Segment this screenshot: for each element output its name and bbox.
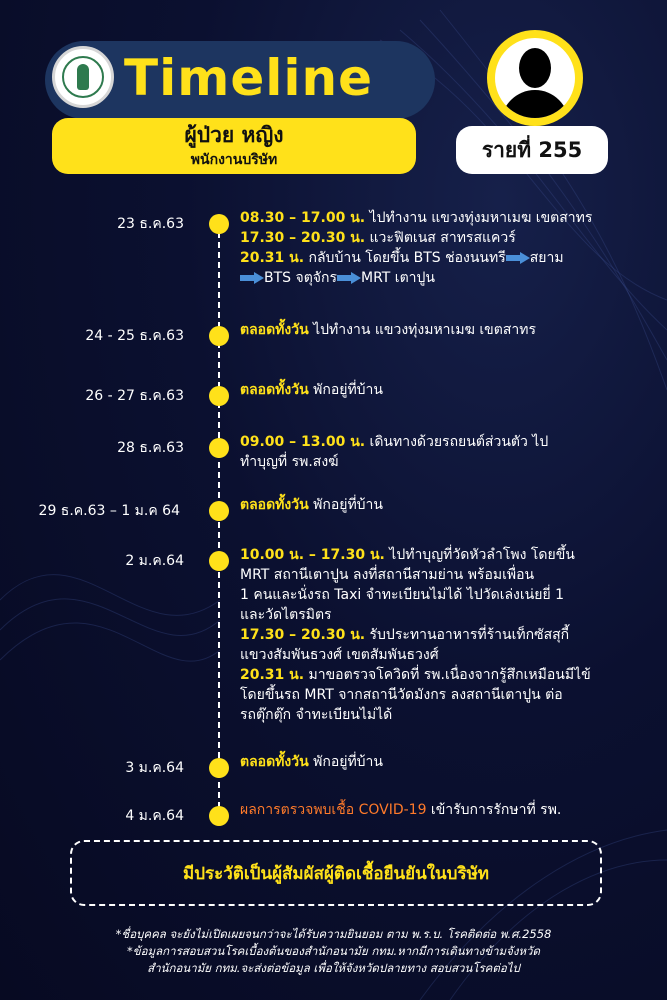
arrow-right-icon xyxy=(337,272,361,284)
timeline-date: 3 ม.ค.64 xyxy=(125,760,184,776)
event-line xyxy=(240,320,650,340)
event-text: พักอยู่ที่บ้าน xyxy=(308,754,383,770)
arrow-right-icon xyxy=(240,272,264,284)
timeline-date: 24 - 25 ธ.ค.63 xyxy=(85,328,184,344)
event-line xyxy=(240,585,650,605)
timeline-date: 4 ม.ค.64 xyxy=(125,808,184,824)
event-text: มาขอตรวจโควิดที่ รพ.เนื่องจากรู้สึกเหมือนมีไข้ xyxy=(304,667,591,683)
route-stop: MRT เตาปูน xyxy=(361,270,435,286)
event-line xyxy=(240,208,650,228)
timeline-event xyxy=(240,320,650,340)
event-line xyxy=(240,268,650,288)
route-stop: สยาม xyxy=(529,250,564,266)
case-number-badge: รายที่ 255 xyxy=(456,126,608,174)
timeline-dot xyxy=(209,386,229,406)
event-time: 20.31 น. xyxy=(240,250,305,266)
event-time: 17.30 – 20.30 น. xyxy=(240,627,366,643)
event-line xyxy=(240,432,650,452)
event-time: 08.30 – 17.00 น. xyxy=(240,210,366,226)
event-text: โดยขึ้นรถ MRT จากสถานีวัดมังกร ลงสถานีเตาปูน ต่อ xyxy=(240,687,563,703)
timeline-event xyxy=(240,752,650,772)
event-line xyxy=(240,452,650,472)
timeline-dot xyxy=(209,551,229,571)
event-text: แวะฟิตเนส สาทรสแควร์ xyxy=(365,230,516,246)
event-line xyxy=(240,605,650,625)
timeline-date: 29 ธ.ค.63 – 1 ม.ค 64 xyxy=(38,503,180,519)
footnote-investigation: *ข้อมูลการสอบสวนโรคเบื้องต้นของสำนักอนามัย กทม.หากมีการเดินทางข้ามจังหวัด xyxy=(127,944,540,958)
event-line xyxy=(240,565,650,585)
event-line xyxy=(240,685,650,705)
event-text: MRT สถานีเตาปูน ลงที่สถานีสามย่าน พร้อมเพื่อน xyxy=(240,567,535,583)
timeline-event xyxy=(240,545,650,725)
event-text: แขวงสัมพันธวงศ์ เขตสัมพันธวงศ์ xyxy=(240,647,439,663)
person-silhouette-icon xyxy=(487,30,583,126)
event-text: กลับบ้าน โดยขึ้น BTS ช่องนนทรี xyxy=(304,250,506,266)
event-time: 10.00 น. – 17.30 น. xyxy=(240,547,385,563)
timeline-date: 2 ม.ค.64 xyxy=(125,553,184,569)
event-text: ไปทำงาน แขวงทุ่งมหาเมฆ เขตสาทร xyxy=(308,322,536,338)
event-time: ตลอดทั้งวัน xyxy=(240,754,309,770)
event-line xyxy=(240,625,650,645)
bangkok-seal-logo xyxy=(52,46,114,108)
event-line xyxy=(240,800,650,820)
event-text: ไปทำงาน แขวงทุ่งมหาเมฆ เขตสาทร xyxy=(365,210,593,226)
timeline-event xyxy=(240,380,650,400)
event-line xyxy=(240,705,650,725)
patient-occupation: พนักงานบริษัท xyxy=(190,152,278,168)
timeline-event xyxy=(240,432,650,472)
event-text: ไปทำบุญที่วัดหัวลำโพง โดยขึ้น xyxy=(384,547,575,563)
timeline-dot xyxy=(209,438,229,458)
timeline-dot xyxy=(209,758,229,778)
event-time: ตลอดทั้งวัน xyxy=(240,497,309,513)
event-time: ตลอดทั้งวัน xyxy=(240,382,309,398)
event-line xyxy=(240,380,650,400)
event-text: รับประทานอาหารที่ร้านเท็กซัสสุกี้ xyxy=(365,627,570,643)
footnote-forwarding: สำนักอนามัย กทม.จะส่งต่อข้อมูล เพื่อให้จังหวัดปลายทาง สอบสวนโรคต่อไป xyxy=(147,961,520,975)
event-time: 20.31 น. xyxy=(240,667,305,683)
event-line xyxy=(240,495,650,515)
timeline-date: 26 - 27 ธ.ค.63 xyxy=(85,388,184,404)
timeline-dot xyxy=(209,326,229,346)
contact-note: มีประวัติเป็นผู้สัมผัสผู้ติดเชื้อยืนยันในบริษัท xyxy=(183,864,489,884)
event-text: ทำบุญที่ รพ.สงฆ์ xyxy=(240,454,339,470)
arrow-right-icon xyxy=(506,252,530,264)
event-line xyxy=(240,752,650,772)
event-text: พักอยู่ที่บ้าน xyxy=(308,497,383,513)
event-time: ตลอดทั้งวัน xyxy=(240,322,309,338)
patient-label: ผู้ป่วย หญิง xyxy=(184,123,284,147)
event-text: และวัดไตรมิตร xyxy=(240,607,332,623)
covid-result: ผลการตรวจพบเชื้อ COVID-19 xyxy=(240,802,427,818)
event-text: 1 คนและนั่งรถ Taxi จำทะเบียนไม่ได้ ไปวัดเล่งเน่ยยี่ 1 xyxy=(240,587,565,603)
timeline-event xyxy=(240,208,650,288)
event-time: 09.00 – 13.00 น. xyxy=(240,434,366,450)
footnote-privacy: *ชื่อบุคคล จะยังไม่เปิดเผยจนกว่าจะได้รับความยินยอม ตาม พ.ร.บ. โรคติดต่อ พ.ศ.2558 xyxy=(115,927,552,941)
timeline-dot xyxy=(209,501,229,521)
event-line xyxy=(240,248,650,268)
route-stop: BTS จตุจักร xyxy=(264,270,337,286)
event-line xyxy=(240,645,650,665)
page-title: Timeline xyxy=(124,49,374,107)
event-text: เข้ารับการรักษาที่ รพ. xyxy=(426,802,562,818)
timeline-dot xyxy=(209,214,229,234)
event-line xyxy=(240,665,650,685)
event-text: พักอยู่ที่บ้าน xyxy=(308,382,383,398)
event-line xyxy=(240,228,650,248)
timeline-date: 28 ธ.ค.63 xyxy=(117,440,184,456)
timeline-date: 23 ธ.ค.63 xyxy=(117,216,184,232)
timeline-dot xyxy=(209,806,229,826)
timeline-event xyxy=(240,495,650,515)
event-text: รถตุ๊กตุ๊ก จำทะเบียนไม่ได้ xyxy=(240,707,393,723)
timeline-event xyxy=(240,800,650,820)
event-text: เดินทางด้วยรถยนต์ส่วนตัว ไป xyxy=(365,434,549,450)
event-time: 17.30 – 20.30 น. xyxy=(240,230,366,246)
event-line xyxy=(240,545,650,565)
